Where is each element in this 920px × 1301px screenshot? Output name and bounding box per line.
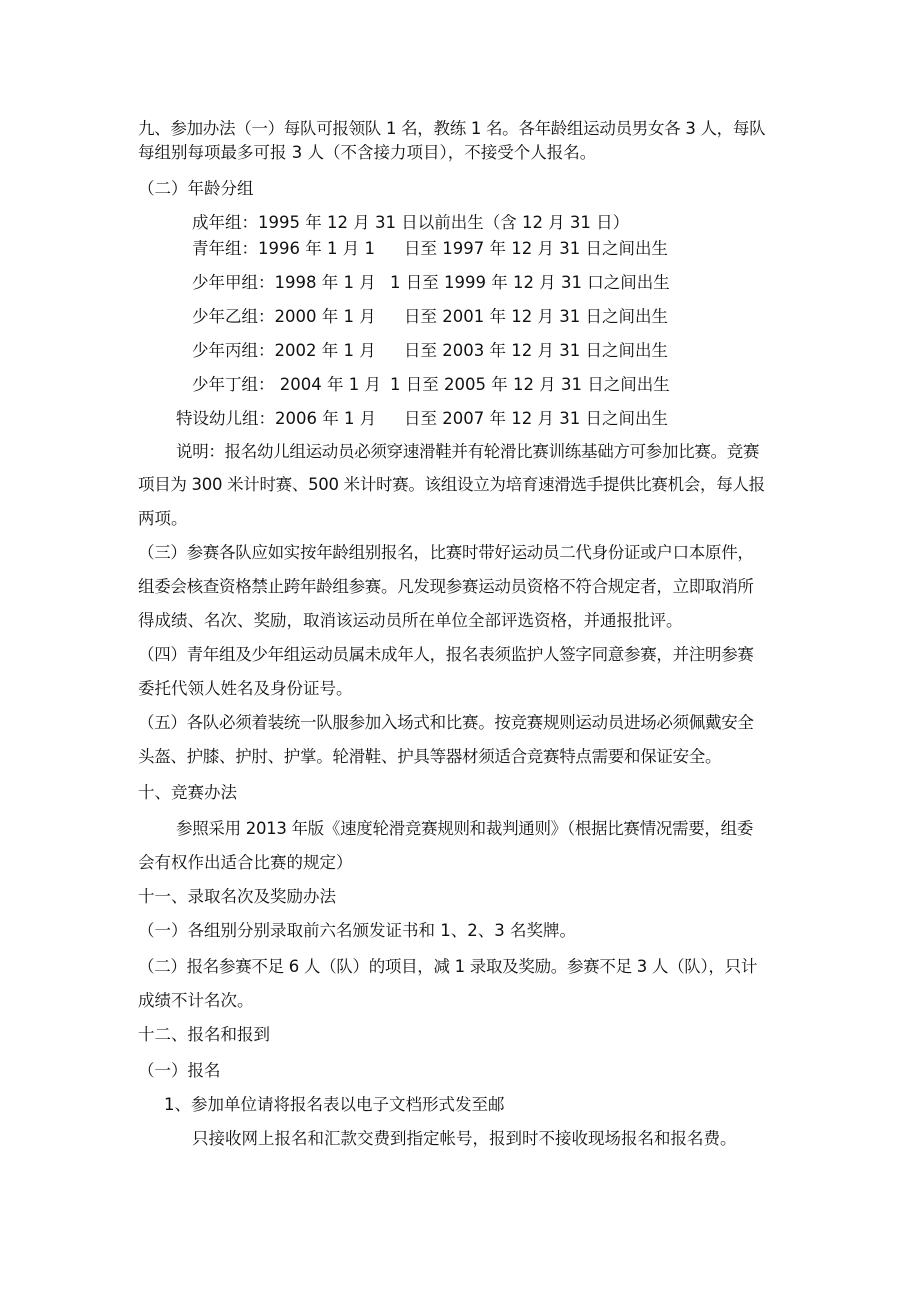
sec9-line1: 九、参加办法（一）每队可报领队 1 名，教练 1 名。各年龄组运动员男女各 3 人，每队 [138, 119, 766, 138]
sec11-item2-line1: （二）报名参赛不足 6 人（队）的项目，减 1 录取及奖励。参赛不足 3 人（队），只计 [138, 957, 758, 976]
item5-line2: 头盔、护膝、护肘、护掌。轮滑鞋、护具等器材须适合竞赛特点需要和保证安全。 [138, 747, 722, 766]
age-group-toddler-range: 日至 2007 年 12 月 31 日之间出生 [404, 409, 668, 428]
sec11-heading: 十一、录取名次及奖励办法 [138, 887, 336, 906]
item4-line2: 委托代领人姓名及身份证号。 [138, 679, 353, 698]
item5-line1: （五）各队必须着装统一队服参加入场式和比赛。按竞赛规则运动员进场必须佩戴安全 [138, 713, 754, 732]
age-group-youth-label: 青年组：1996 年 1 月 1 [192, 239, 375, 258]
age-group-youth-range: 日至 1997 年 12 月 31 日之间出生 [404, 239, 668, 258]
sec12-point1: 1、参加单位请将报名表以电子文档形式发至邮 [164, 1095, 505, 1114]
age-group-junior-d-range: 1 日至 2005 年 12 月 31 日之间出生 [390, 375, 670, 394]
sec10-para-line2: 会有权作出适合比赛的规定） [138, 853, 353, 872]
sec11-item1: （一）各组别分别录取前六名颁发证书和 1、2、3 名奖牌。 [138, 921, 576, 940]
age-group-toddler-label: 特设幼儿组：2006 年 1 月 [176, 409, 377, 428]
sec10-para-line1: 参照采用 2013 年版《速度轮滑竞赛规则和裁判通则》（根据比赛情况需要，组委 [176, 819, 754, 838]
item3-line2: 组委会核查资格禁止跨年龄组参赛。凡发现参赛运动员资格不符合规定者，立即取消所 [138, 577, 754, 596]
age-group-adult: 成年组：1995 年 12 月 31 日以前出生（含 12 月 31 日） [192, 213, 630, 232]
age-group-junior-c-range: 日至 2003 年 12 月 31 日之间出生 [404, 341, 668, 360]
age-group-junior-a-range: 1 日至 1999 年 12 月 31 口之间出生 [390, 273, 670, 292]
age-group-junior-a-label: 少年甲组：1998 年 1 月 [192, 273, 376, 292]
sec12-sub1: （一）报名 [138, 1061, 221, 1080]
item4-line1: （四）青年组及少年组运动员属未成年人，报名表须监护人签字同意参赛，并注明参赛 [138, 645, 754, 664]
item3-line3: 得成绩、名次、奖励，取消该运动员所在单位全部评选资格，并通报批评。 [138, 611, 683, 630]
sec11-item2-line2: 成绩不计名次。 [138, 991, 254, 1010]
age-group-junior-d-label: 少年丁组： 2004 年 1 月 [192, 375, 381, 394]
sec12-heading: 十二、报名和报到 [138, 1025, 270, 1044]
note-line3: 两项。 [138, 509, 188, 528]
note-line1: 说明：报名幼儿组运动员必须穿速滑鞋并有轮滑比赛训练基础方可参加比赛。竞赛 [176, 442, 760, 461]
age-group-junior-c-label: 少年丙组：2002 年 1 月 [192, 341, 376, 360]
age-group-junior-b-label: 少年乙组：2000 年 1 月 [192, 307, 376, 326]
sec9-line2: 每组别每项最多可报 3 人（不含接力项目），不接受个人报名。 [138, 143, 597, 162]
item3-line1: （三）参赛各队应如实按年龄组别报名，比赛时带好运动员二代身份证或户口本原件， [138, 543, 754, 562]
sec10-heading: 十、竞赛办法 [138, 783, 237, 802]
sec12-point1-detail: 只接收网上报名和汇款交费到指定帐号，报到时不接收现场报名和报名费。 [192, 1129, 737, 1148]
age-group-heading: （二）年龄分组 [138, 179, 254, 198]
age-group-junior-b-range: 日至 2001 年 12 月 31 日之间出生 [404, 307, 668, 326]
note-line2: 项目为 300 米计时赛、500 米计时赛。该组设立为培育速滑选手提供比赛机会，每人报 [138, 475, 765, 494]
